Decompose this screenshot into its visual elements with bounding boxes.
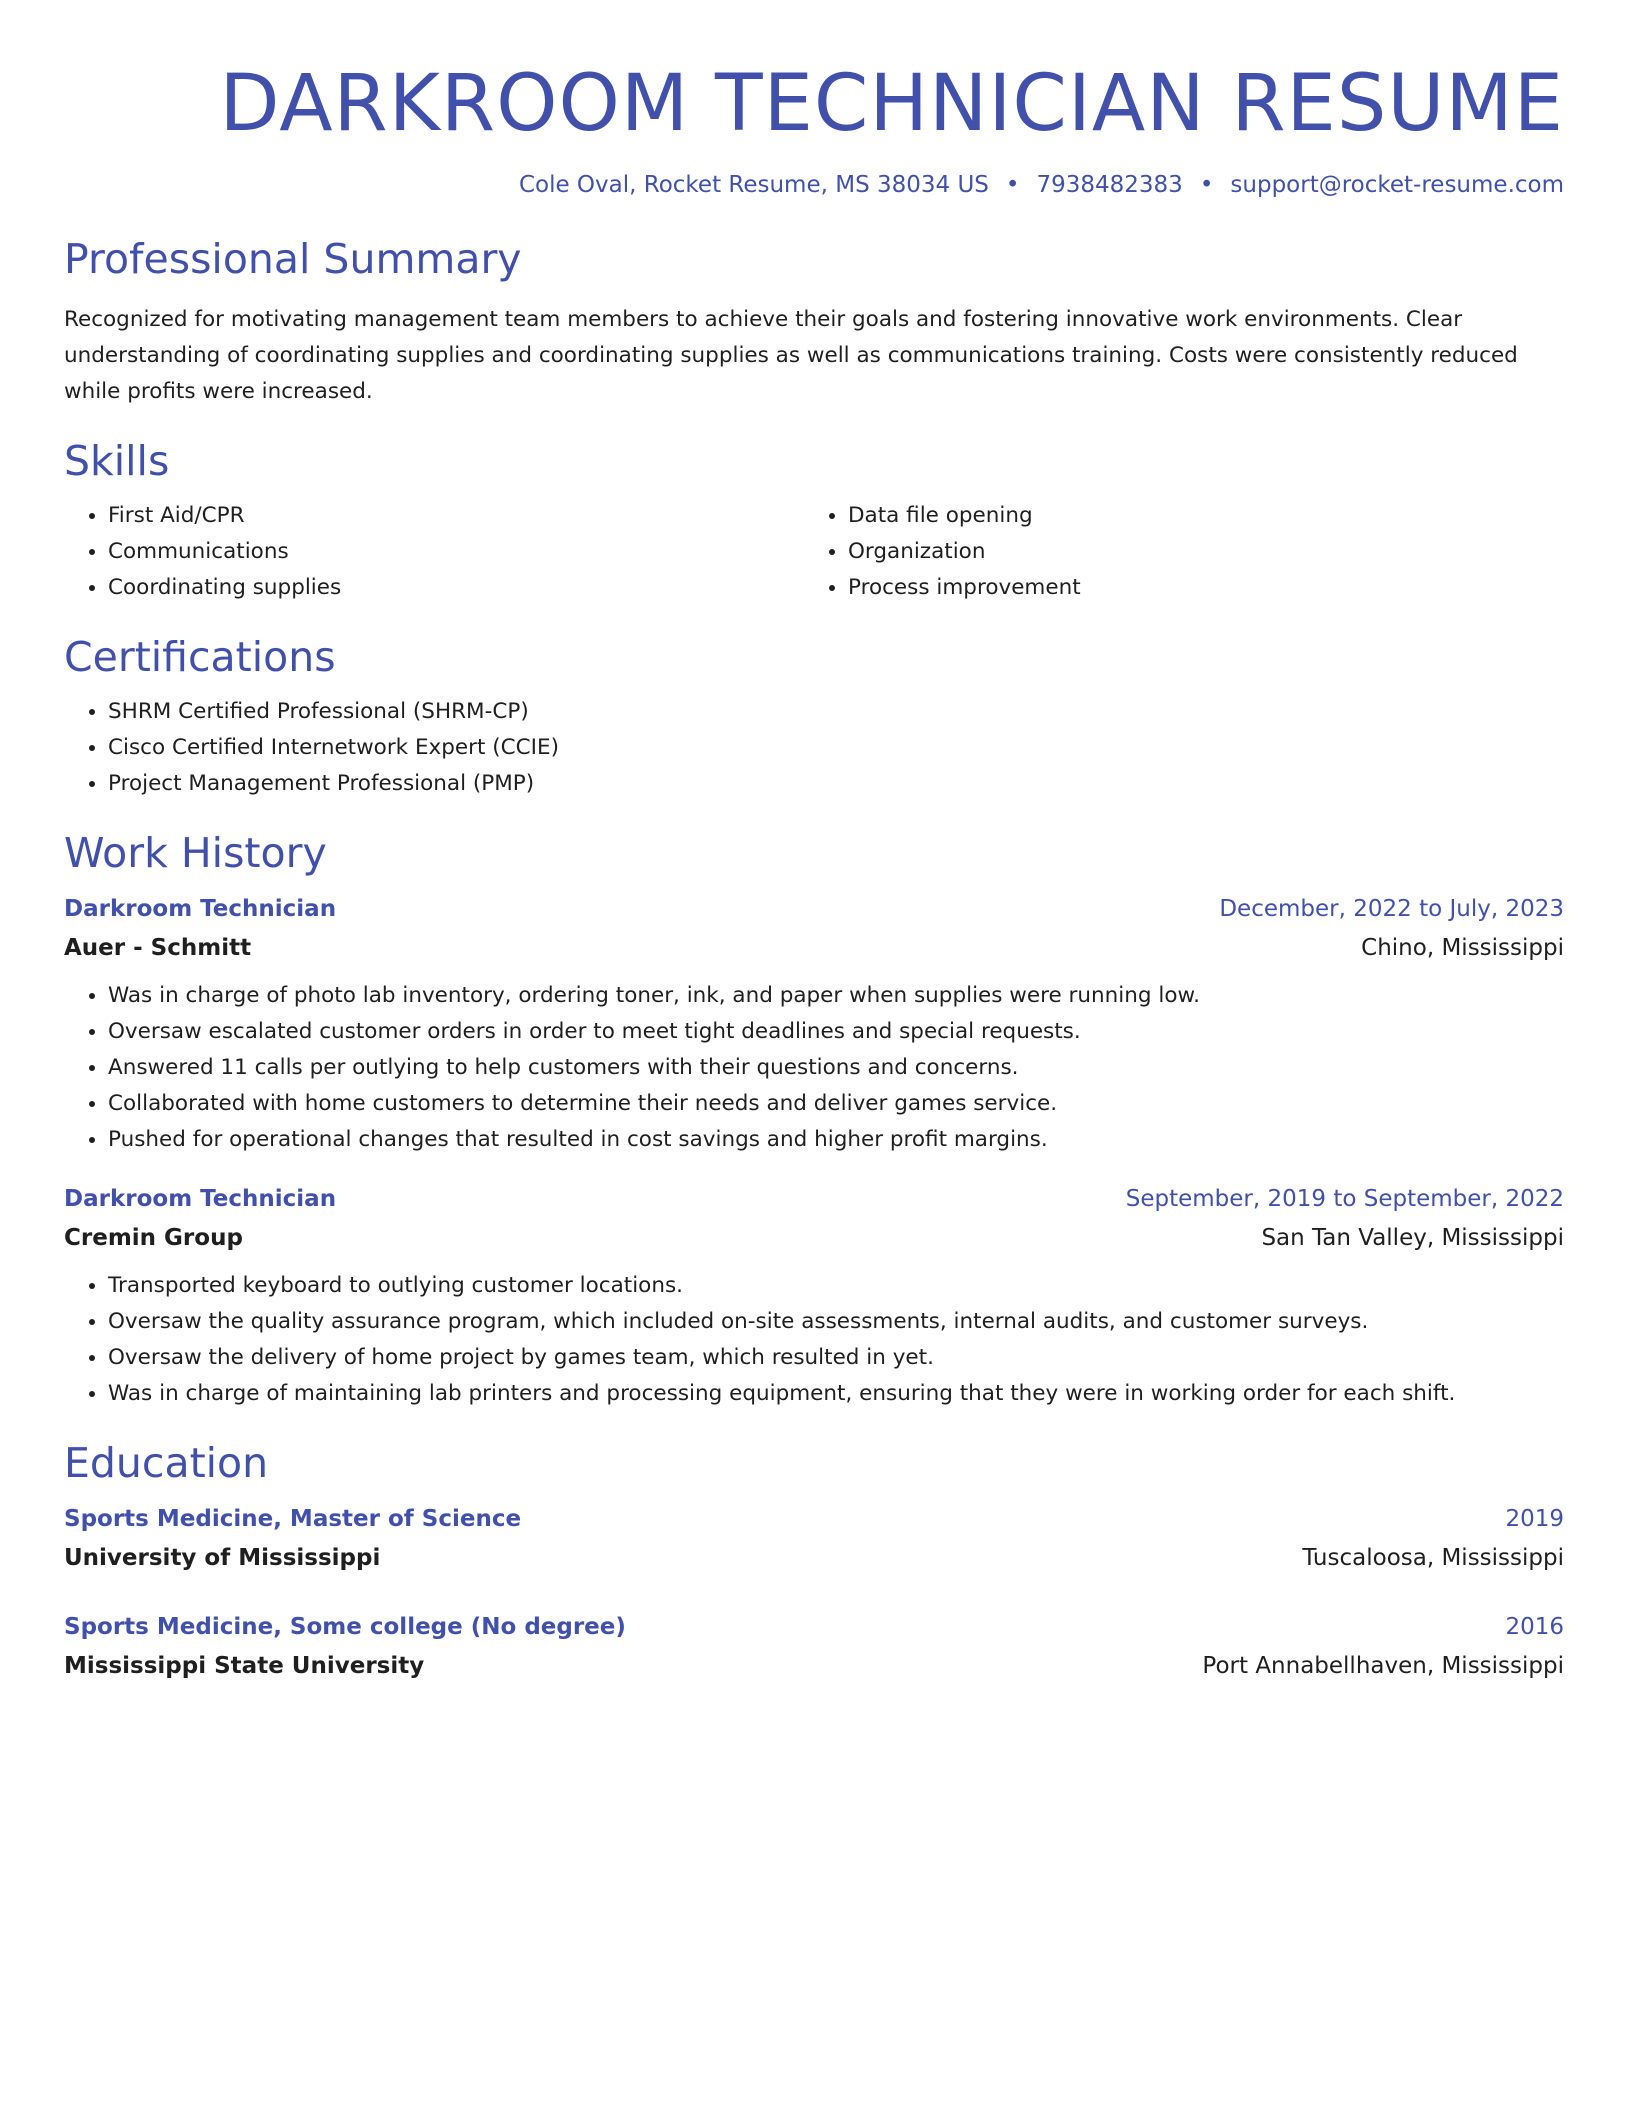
contact-line <box>64 170 1564 200</box>
skill-item: • Process improvement <box>848 570 1544 606</box>
summary-text: Recognized for motivating management team members to achieve their goals and fostering innovative work environments. Clear understanding of coordinating supplies and coordinating supplies as well as communications training. Costs were consistently reduced while profits were increased. <box>64 307 1518 404</box>
job-header <box>64 1180 1564 1218</box>
education-year: 2016 <box>1505 1614 1564 1640</box>
job-entry <box>64 890 1564 1158</box>
certification-item: • Cisco Certified Internetwork Expert (CCIE) <box>108 730 1564 766</box>
separator-dot: • <box>1005 172 1020 198</box>
job-dates: September, 2019 to September, 2022 <box>1125 1186 1564 1212</box>
resume-page <box>64 0 1564 1686</box>
job-bullet: • Oversaw the quality assurance program, which included on-site assessments, internal audits, and customer surveys. <box>108 1304 1564 1340</box>
job-subheader <box>64 1218 1564 1258</box>
education-location: Tuscaloosa, Mississippi <box>1302 1545 1564 1571</box>
skill-item: • Communications <box>108 534 804 570</box>
job-header <box>64 890 1564 928</box>
skills-list <box>64 498 1564 606</box>
education-entry <box>64 1500 1564 1578</box>
job-bullets <box>64 1268 1564 1412</box>
education-degree: Sports Medicine, Some college (No degree) <box>64 1614 626 1640</box>
job-bullet: • Oversaw escalated customer orders in order to meet tight deadlines and special requests. <box>108 1014 1564 1050</box>
education-school: Mississippi State University <box>64 1653 425 1679</box>
job-bullet: • Answered 11 calls per outlying to help customers with their questions and concerns. <box>108 1050 1564 1086</box>
education-location: Port Annabellhaven, Mississippi <box>1202 1653 1564 1679</box>
job-bullet: • Oversaw the delivery of home project by games team, which resulted in yet. <box>108 1340 1564 1376</box>
job-location: Chino, Mississippi <box>1361 935 1564 961</box>
education-subheader <box>64 1646 1564 1686</box>
skill-item: • Data file opening <box>848 498 1544 534</box>
job-company: Cremin Group <box>64 1225 243 1251</box>
skill-item: • First Aid/CPR <box>108 498 804 534</box>
education-school: University of Mississippi <box>64 1545 381 1571</box>
job-title: Darkroom Technician <box>64 1186 337 1212</box>
job-company: Auer - Schmitt <box>64 935 252 961</box>
work-history-heading: Work History <box>64 829 327 877</box>
job-bullet: • Was in charge of maintaining lab printers and processing equipment, ensuring that they were in working order for each shift. <box>108 1376 1564 1412</box>
certification-item: • SHRM Certified Professional (SHRM-CP) <box>108 694 1564 730</box>
job-dates: December, 2022 to July, 2023 <box>1219 896 1564 922</box>
education-heading: Education <box>64 1439 269 1487</box>
job-bullets <box>64 978 1564 1158</box>
certifications-heading: Certifications <box>64 633 336 681</box>
education-entry <box>64 1608 1564 1686</box>
separator-dot: • <box>1199 172 1214 198</box>
education-year: 2019 <box>1505 1506 1564 1532</box>
skill-item: • Organization <box>848 534 1544 570</box>
job-location: San Tan Valley, Mississippi <box>1261 1225 1564 1251</box>
skill-item: • Coordinating supplies <box>108 570 804 606</box>
job-bullet: • Transported keyboard to outlying customer locations. <box>108 1268 1564 1304</box>
job-entry <box>64 1180 1564 1412</box>
education-degree: Sports Medicine, Master of Science <box>64 1506 522 1532</box>
certifications-list <box>64 694 1564 802</box>
job-bullet: • Pushed for operational changes that resulted in cost savings and higher profit margins. <box>108 1122 1564 1158</box>
job-subheader <box>64 928 1564 968</box>
skills-column-left <box>64 498 804 606</box>
job-bullet: • Collaborated with home customers to determine their needs and deliver games service. <box>108 1086 1564 1122</box>
summary-heading: Professional Summary <box>64 235 522 283</box>
job-title: Darkroom Technician <box>64 896 337 922</box>
contact-address: Cole Oval, Rocket Resume, MS 38034 US <box>518 172 989 198</box>
job-bullet: • Was in charge of photo lab inventory, ordering toner, ink, and paper when supplies were running low. <box>108 978 1564 1014</box>
resume-title: DARKROOM TECHNICIAN RESUME <box>219 59 1564 149</box>
education-header <box>64 1500 1564 1538</box>
skills-heading: Skills <box>64 437 170 485</box>
certification-item: • Project Management Professional (PMP) <box>108 766 1564 802</box>
contact-email[interactable]: support@rocket-resume.com <box>1230 172 1564 198</box>
skills-column-right <box>804 498 1544 606</box>
contact-phone: 7938482383 <box>1036 172 1183 198</box>
education-header <box>64 1608 1564 1646</box>
education-subheader <box>64 1538 1564 1578</box>
